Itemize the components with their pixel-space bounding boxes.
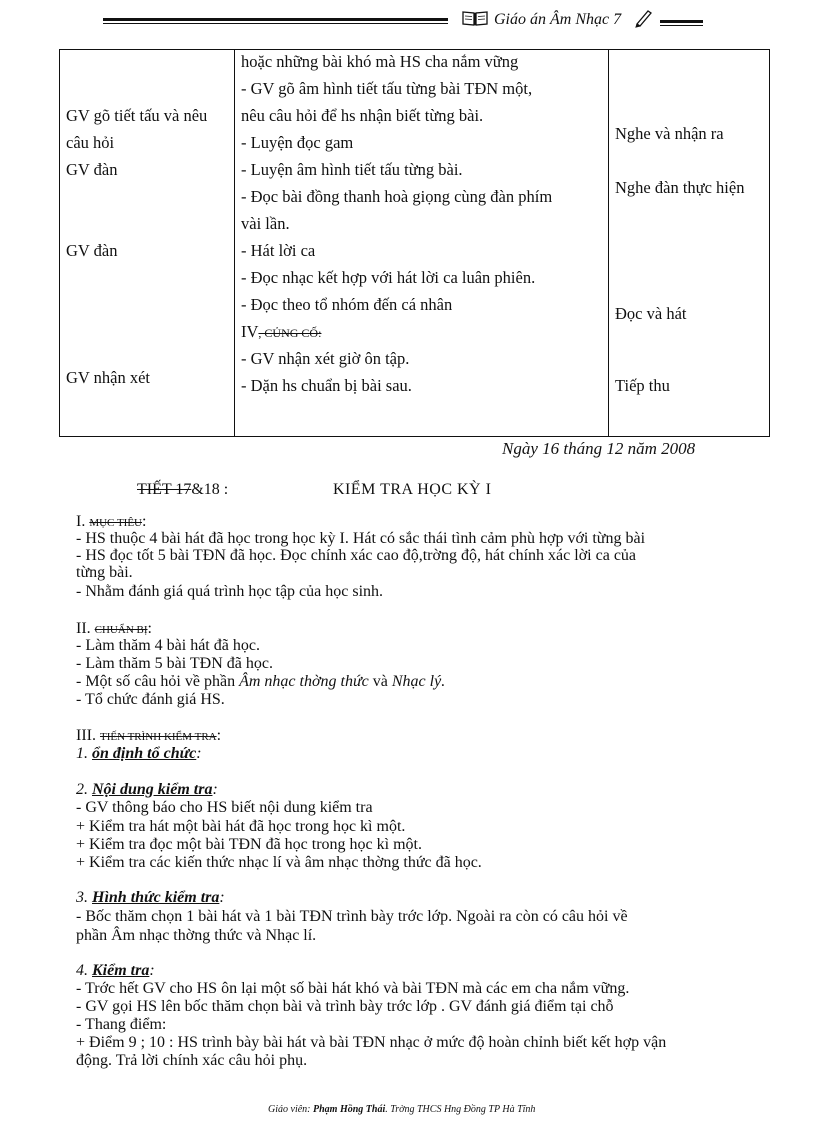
student-activity: Nghe và nhận ra — [615, 124, 724, 143]
book-icon — [462, 10, 488, 26]
section-i-line: từng bài. — [76, 564, 133, 581]
content-line: - Dặn hs chuẩn bị bài sau. — [241, 376, 412, 395]
content-line: - Luyện đọc gam — [241, 133, 354, 152]
subsection-colon: : — [212, 781, 218, 798]
header-rule-right-thin — [660, 25, 703, 26]
subsection-2-line: + Kiểm tra đọc một bài TĐN đã học trong học kì một. — [76, 836, 422, 853]
footer — [268, 1104, 535, 1115]
footer-teacher-name: Phạm Hồng Thái — [313, 1104, 386, 1115]
subsection-number: 4. — [76, 962, 92, 979]
subsection-2-heading — [76, 781, 218, 799]
subsection-number: 1. — [76, 745, 92, 762]
content-line: - Đọc bài đồng thanh hoà giọng cùng đàn phím — [241, 187, 553, 206]
content-line: - Luyện âm hình tiết tấu từng bài. — [241, 160, 463, 179]
section-ii-line: - Làm thăm 5 bài TĐN đã học. — [76, 655, 273, 672]
header-rule-right — [660, 20, 703, 23]
section-iv-title: , CỦNG CỐ: — [258, 326, 322, 340]
content-line: - Đọc theo tổ nhóm đến cá nhân — [241, 295, 453, 314]
student-activity: Tiếp thu — [615, 376, 670, 395]
student-activity: Nghe đàn thực hiện — [615, 178, 745, 197]
subsection-4-line: + Điểm 9 ; 10 : HS trình bày bài hát và bài TĐN nhạc ở mức độ hoàn chỉnh biết kết hợp vận — [76, 1034, 667, 1051]
subsection-4-line: - Trớc hết GV cho HS ôn lại một số bài hát khó và bài TĐN mà các em cha nắm vững. — [76, 980, 630, 997]
subsection-4-line: động. Trả lời chính xác câu hỏi phụ. — [76, 1052, 308, 1069]
section-i-colon: : — [142, 513, 147, 530]
date-line: Ngày 16 tháng 12 năm 2008 — [502, 439, 696, 458]
subsection-title: Kiểm tra — [92, 962, 150, 979]
lesson-number-struck: TIẾT 17 — [137, 481, 192, 498]
header-rule-left-thin — [103, 23, 448, 24]
content-line: vài lần. — [241, 214, 290, 233]
teacher-activity: câu hỏi — [66, 133, 115, 152]
section-iv-number: IV — [241, 322, 259, 341]
subsection-3-line: - Bốc thăm chọn 1 bài hát và 1 bài TĐN trình bày trớc lớp. Ngoài ra còn có câu hỏi về — [76, 908, 628, 925]
section-iii-number: III. — [76, 727, 100, 744]
section-ii-colon: : — [147, 620, 152, 637]
section-ii-line: - Tổ chức đánh giá HS. — [76, 691, 225, 708]
section-ii-number: II. — [76, 620, 95, 637]
subsection-4-line: - Thang điểm: — [76, 1016, 167, 1033]
section-iii-heading — [76, 727, 221, 746]
table-divider-1 — [234, 49, 235, 437]
section-ii-italic-topic: Âm nhạc thờng thức — [239, 673, 369, 690]
section-ii-text: và — [368, 673, 392, 690]
subsection-3-heading — [76, 889, 225, 907]
subsection-2-line: + Kiểm tra hát một bài hát đã học trong học kì một. — [76, 818, 406, 835]
subsection-title: Nội dung kiểm tra — [92, 781, 213, 798]
subsection-colon: : — [219, 889, 225, 906]
lesson-heading: KIỂM TRA HỌC KỲ I — [333, 481, 492, 498]
pen-icon — [633, 8, 653, 28]
subsection-4-heading — [76, 962, 155, 980]
lesson-number — [137, 481, 228, 499]
subsection-4-line: - GV gọi HS lên bốc thăm chọn bài và trình bày trớc lớp . GV đánh giá điểm tại chỗ — [76, 998, 614, 1015]
content-line: - Hát lời ca — [241, 241, 316, 260]
content-line: - GV gõ âm hình tiết tấu từng bài TĐN một, — [241, 79, 533, 98]
content-line: - Đọc nhạc kết hợp với hát lời ca luân phiên. — [241, 268, 536, 287]
subsection-colon: : — [196, 745, 202, 762]
section-ii-line: - Làm thăm 4 bài hát đã học. — [76, 637, 260, 654]
teacher-activity: GV đàn — [66, 160, 118, 179]
section-i-line: - HS đọc tốt 5 bài TĐN đã học. Đọc chính xác cao độ,trờng độ, hát chính xác lời ca của — [76, 547, 637, 564]
footer-school: . Trờng THCS Hng Đồng TP Hà Tĩnh — [385, 1104, 536, 1115]
section-ii-line — [76, 673, 445, 691]
subsection-1-heading — [76, 745, 202, 763]
student-activity: Đọc và hát — [615, 304, 687, 323]
section-i-line: - Nhằm đánh giá quá trình học tập của học sinh. — [76, 583, 384, 600]
section-iv-heading — [241, 318, 321, 347]
section-i-line: - HS thuộc 4 bài hát đã học trong học kỳ I. Hát có sắc thái tình cảm phù hợp với từng bài — [76, 530, 646, 547]
content-line: - GV nhận xét giờ ôn tập. — [241, 349, 410, 368]
teacher-activity: GV đàn — [66, 241, 118, 260]
subsection-number: 3. — [76, 889, 92, 906]
section-i-number: I. — [76, 513, 90, 530]
section-iii-colon: : — [216, 727, 222, 744]
subsection-2-line: - GV thông báo cho HS biết nội dung kiểm tra — [76, 799, 373, 816]
subsection-3-line: phần Âm nhạc thờng thức và Nhạc lí. — [76, 927, 317, 944]
section-i-title: MỤC TIÊU — [89, 517, 142, 529]
subsection-title: ổn định tổ chức — [92, 745, 197, 762]
subsection-2-line: + Kiểm tra các kiến thức nhạc lí và âm nhạc thờng thức đã học. — [76, 854, 482, 871]
footer-prefix: Giáo viên: — [268, 1104, 313, 1115]
subsection-title: Hình thức kiểm tra — [92, 889, 220, 906]
header-rule-left — [103, 18, 448, 21]
section-ii-title: CHUẨN BỊ — [94, 624, 148, 636]
section-ii-text: - Một số câu hỏi về phần — [76, 673, 240, 690]
content-line: nêu câu hỏi để hs nhận biết từng bài. — [241, 106, 484, 125]
subsection-number: 2. — [76, 781, 92, 798]
section-ii-italic-topic: Nhạc lý. — [391, 673, 446, 690]
lesson-number-rest: &18 : — [191, 481, 229, 498]
content-line: hoặc những bài khó mà HS cha nắm vững — [241, 52, 519, 71]
table-divider-2 — [608, 49, 609, 437]
header-title: Giáo án Âm Nhạc 7 — [494, 11, 622, 28]
section-iii-title: TIẾN TRÌNH KIỂM TRA — [99, 731, 217, 743]
teacher-activity: GV gõ tiết tấu và nêu — [66, 106, 208, 125]
teacher-activity: GV nhận xét — [66, 368, 151, 387]
subsection-colon: : — [149, 962, 155, 979]
